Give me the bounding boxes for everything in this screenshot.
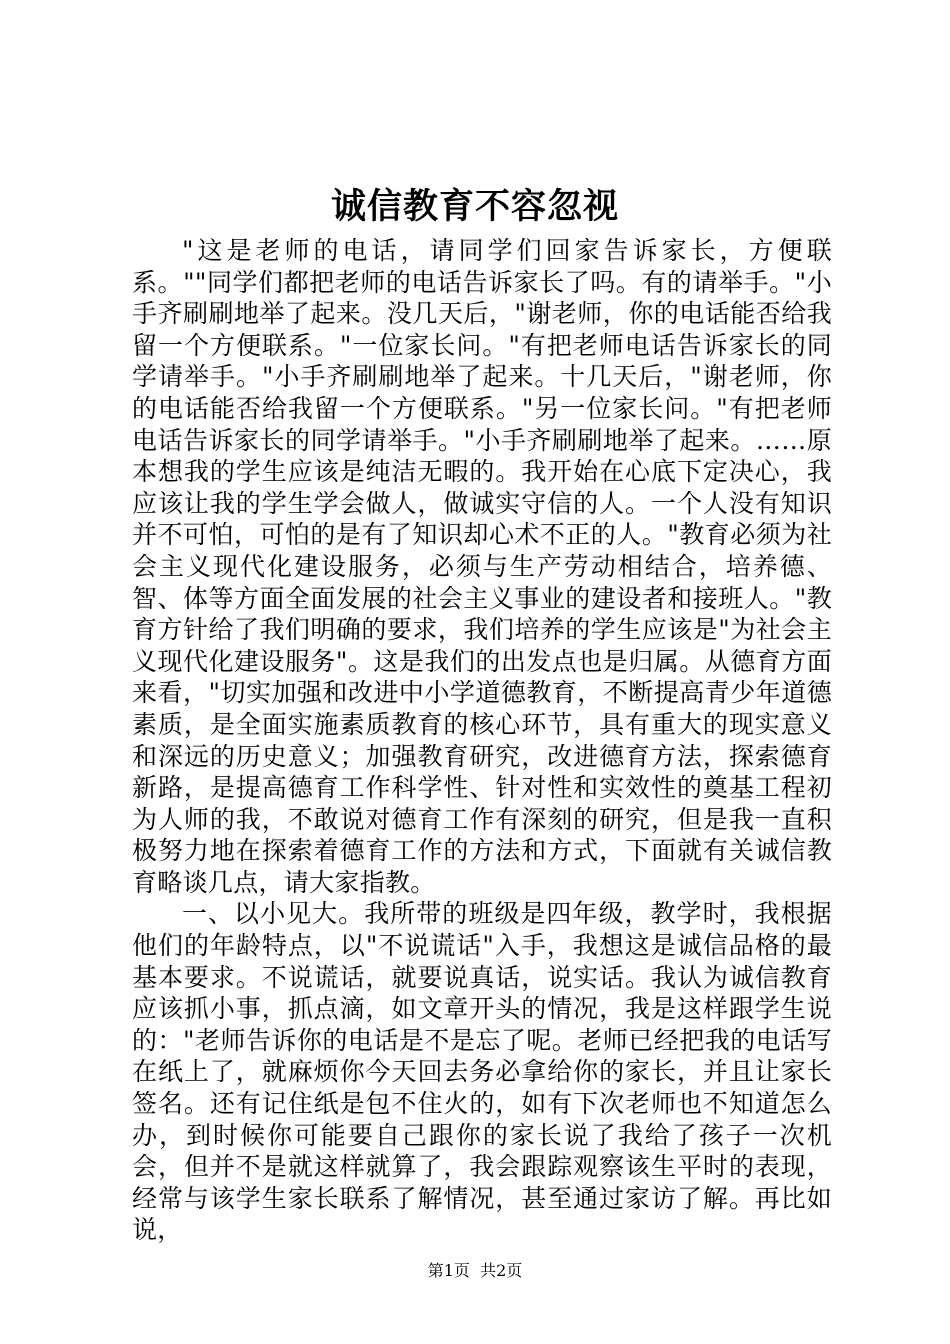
- paragraph-intro: "这是老师的电话，请同学们回家告诉家长，方便联系。""同学们都把老师的电话告诉家长了吗。有的请举手。"小手齐刷刷地举了起来。没几天后，"谢老师，你的电话能否给我留一个方便联系。"一位家长问。"有把老师电话告诉家长的同学请举手。"小手齐刷刷地举了起来。十几天后，"谢老师，你的电话能否给我留一个方便联系。"另一位家长问。"有把老师电话告诉家长的同学请举手。"小手齐刷刷地举了起来。……原本想我的学生应该是纯洁无暇的。我开始在心底下定决心，我应该让我的学生学会做人，做诚实守信的人。一个人没有知识并不可怕，可怕的是有了知识却心术不正的人。"教育必须为社会主义现代化建设服务，必须与生产劳动相结合，培养德、智、体等方面全面发展的社会主义事业的建设者和接班人。"教育方针给了我们明确的要求，我们培养的学生应该是"为社会主义现代化建设服务"。这是我们的出发点也是归属。从德育方面来看，"切实加强和改进中小学道德教育，不断提高青少年道德素质，是全面实施素质教育的核心环节，具有重大的现实意义和深远的历史意义；加强教育研究，改进德育方法，探索德育新路，是提高德育工作科学性、针对性和实效性的奠基工程初为人师的我，不敢说对德育工作有深刻的研究，但是我一直积极努力地在探索着德育工作的方法和方式，下面就有关诚信教育略谈几点，请大家指教。: [132, 236, 832, 897]
- document-body: [132, 235, 832, 1246]
- page-footer: [0, 1260, 950, 1282]
- document-title: 诚信教育不容忽视: [330, 186, 619, 227]
- page-number: 第1页: [427, 1261, 470, 1280]
- page-total: 共2页: [480, 1261, 523, 1280]
- paragraph-section-one: 一、以小见大。我所带的班级是四年级，教学时，我根据他们的年龄特点，以"不说谎话"入手，我想这是诚信品格的最基本要求。不说谎话，就要说真话，说实话。我认为诚信教育应该抓小事，抓点滴，如文章开头的情况，我是这样跟学生说的："老师告诉你的电话是不是忘了呢。老师已经把我的电话写在纸上了，就麻烦你今天回去务必拿给你的家长，并且让家长签名。还有记住纸是包不住火的，如有下次老师也不知道怎么办，到时候你可能要自己跟你的家长说了我给了孩子一次机会，但并不是就这样就算了，我会跟踪观察该生平时的表现，经常与该学生家长联系了解情况，甚至通过家访了解。再比如说，: [132, 899, 832, 1245]
